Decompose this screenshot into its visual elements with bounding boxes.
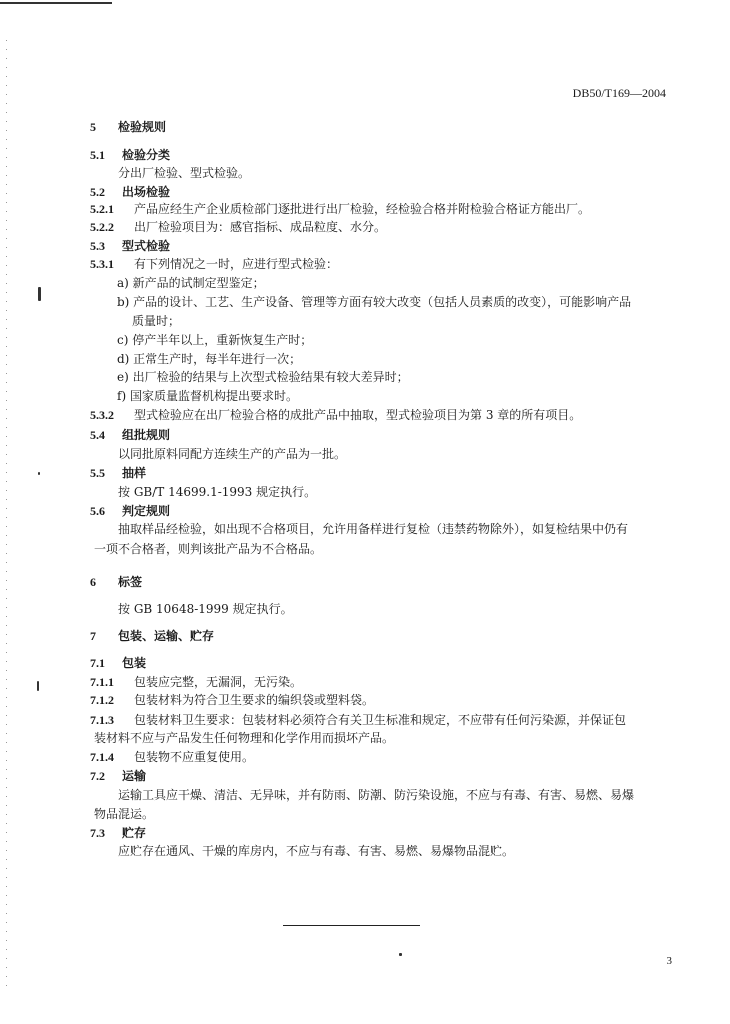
list-item: a) 新产品的试制定型鉴定； [117, 276, 265, 290]
clause: 5.3.1 有下列情况之一时，应进行型式检验： [90, 257, 339, 271]
footer-rule [283, 925, 420, 926]
list-item: d) 正常生产时，每半年进行一次； [117, 352, 302, 366]
scan-speck [38, 287, 41, 301]
list-item: c) 停产半年以上，重新恢复生产时； [117, 333, 313, 347]
clause: 7.1.2 包装材料为符合卫生要求的编织袋或塑料袋。 [90, 693, 375, 707]
paragraph: 抽取样品经检验，如出现不合格项目，允许用备样进行复检（违禁药物除外），如复检结果中仍有 [118, 522, 629, 536]
clause: 5.2.2 出厂检验项目为：感官指标、成品粒度、水分。 [90, 220, 387, 234]
page-number: 3 [666, 955, 672, 967]
clause: 5.2.1 产品应经生产企业质检部门逐批进行出厂检验，经检验合格并附检验合格证方能出厂。 [90, 202, 591, 216]
subsection-heading: 5.1 检验分类 [90, 148, 171, 162]
section-heading: 6 标签 [90, 575, 143, 589]
doc-code: DB50/T169—2004 [572, 86, 666, 100]
clause: 5.3.2 型式检验应在出厂检验合格的成批产品中抽取，型式检验项目为第 3 章的所有项目。 [90, 408, 582, 422]
list-item: f) 国家质量监督机构提出要求时。 [117, 389, 298, 403]
clause: 7.1.4 包装物不应重复使用。 [90, 750, 255, 764]
scan-speck [37, 681, 39, 691]
paragraph: 按 GB/T 14699.1-1993 规定执行。 [118, 485, 317, 499]
paragraph: 按 GB 10648-1999 规定执行。 [118, 602, 293, 616]
subsection-heading: 5.5 抽样 [90, 466, 147, 480]
paragraph: 运输工具应干燥、清洁、无异味，并有防雨、防潮、防污染设施，不应与有毒、有害、易燃、易爆 [118, 788, 635, 802]
subsection-heading: 5.3 型式检验 [90, 239, 171, 253]
subsection-heading: 7.1 包装 [90, 656, 147, 670]
paragraph: 以同批原料同配方连续生产的产品为一批。 [118, 447, 347, 461]
paragraph-continuation: 物品混运。 [94, 807, 155, 821]
scan-margin-dots [6, 40, 7, 990]
paragraph: 应贮存在通风、干燥的库房内，不应与有毒、有害、易燃、易爆物品混贮。 [118, 844, 515, 858]
scan-speck [399, 953, 402, 956]
subsection-heading: 7.3 贮存 [90, 826, 147, 840]
list-item: b) 产品的设计、工艺、生产设备、管理等方面有较大改变（包括人员素质的改变），可能影响产品 [117, 295, 632, 309]
list-item-continuation: 质量时； [132, 314, 181, 328]
clause: 7.1.1 包装应完整，无漏洞，无污染。 [90, 675, 303, 689]
subsection-heading: 5.2 出场检验 [90, 185, 171, 199]
list-item: e) 出厂检验的结果与上次型式检验结果有较大差异时； [117, 370, 409, 384]
paragraph-continuation: 一项不合格者，则判该批产品为不合格品。 [94, 542, 323, 556]
clause-continuation: 装材料不应与产品发生任何物理和化学作用而损坏产品。 [94, 731, 395, 745]
subsection-heading: 5.6 判定规则 [90, 504, 171, 518]
top-rule [0, 2, 112, 4]
subsection-heading: 5.4 组批规则 [90, 428, 171, 442]
section-heading: 7 包装、运输、贮存 [90, 629, 215, 643]
scan-speck [38, 472, 40, 475]
section-heading: 5 检验规则 [90, 120, 167, 134]
paragraph: 分出厂检验、型式检验。 [118, 166, 251, 180]
subsection-heading: 7.2 运输 [90, 769, 147, 783]
clause: 7.1.3 包装材料卫生要求：包装材料必须符合有关卫生标准和规定，不应带有任何污染源，并保证包 [90, 713, 627, 727]
